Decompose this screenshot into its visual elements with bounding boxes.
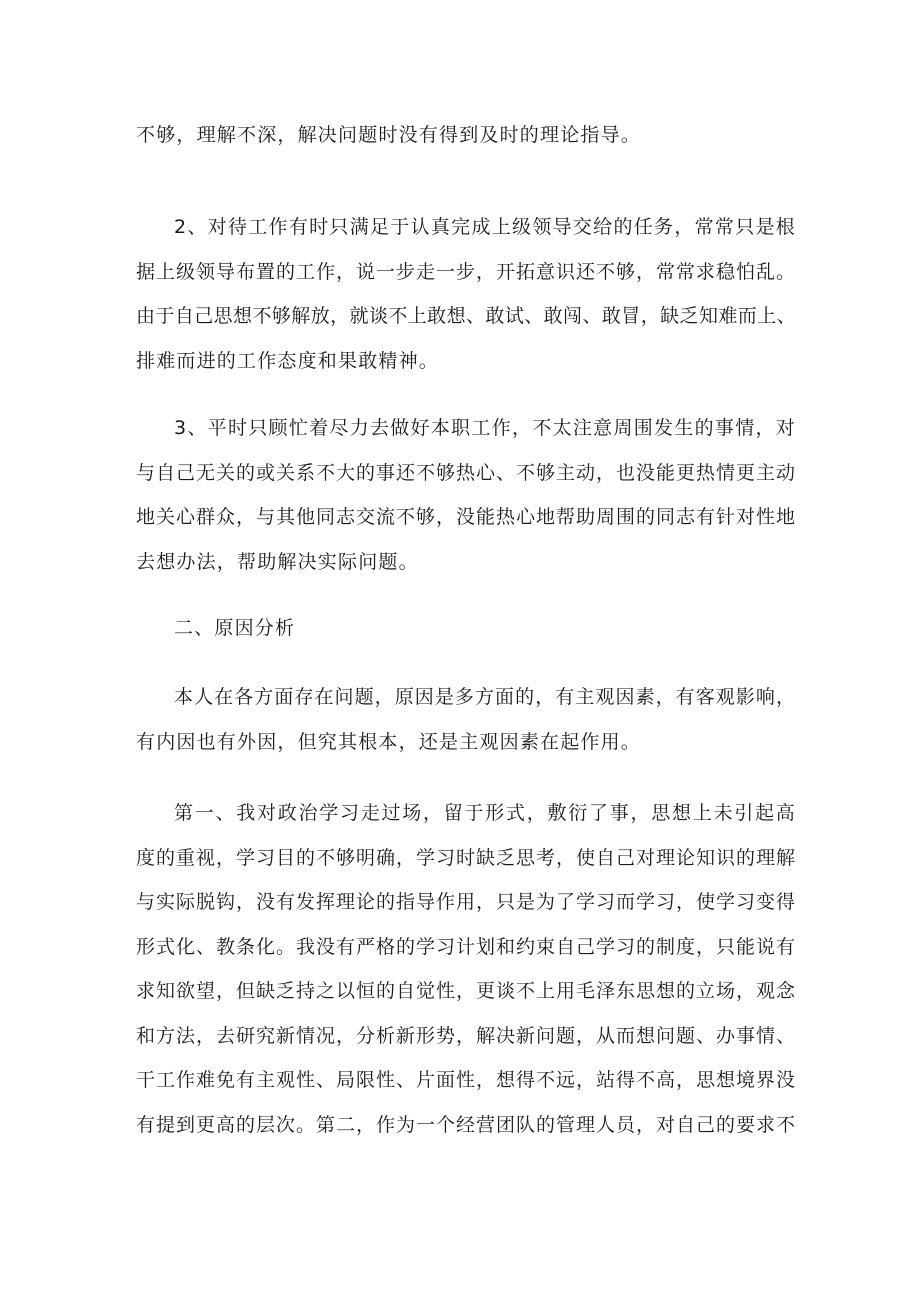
- text-line: 干工作难免有主观性、局限性、片面性，想得不远，站得不高，思想境界没: [136, 1069, 796, 1091]
- text-line: 由于自己思想不够解放，就谈不上敢想、敢试、敢闯、敢冒，缺乏知难而上、: [136, 305, 796, 327]
- text-line: 排难而进的工作态度和果敢精神。: [136, 349, 440, 372]
- text-line: 求知欲望，但缺乏持之以恒的自觉性，更谈不上用毛泽东思想的立场，观念: [136, 980, 796, 1002]
- text-line: 度的重视，学习目的不够明确，学习时缺乏思考，使自己对理论知识的理解: [136, 846, 796, 869]
- paragraph-cause-intro: [136, 675, 796, 764]
- text-line: 和方法，去研究新情况，分析新形势，解决新问题，从而想问题、办事情、: [136, 1024, 796, 1047]
- text-line: 有提到更高的层次。第二，作为一个经营团队的管理人员，对自己的要求不: [136, 1113, 796, 1136]
- text-line: 有内因也有外因，但究其根本，还是主观因素在起作用。: [136, 730, 642, 753]
- text-line: 形式化、教条化。我没有严格的学习计划和约束自己学习的制度，只能说有: [136, 935, 796, 958]
- paragraph-cause-first: [136, 791, 796, 1147]
- text-line: 去想办法，帮助解决实际问题。: [136, 550, 419, 573]
- text-line: 地关心群众，与其他同志交流不够，没能热心地帮助周围的同志有针对性地: [136, 506, 796, 528]
- text-line: 与自己无关的或关系不大的事还不够热心、不够主动，也没能更热情更主动: [136, 461, 796, 484]
- paragraph-item-2: [136, 205, 796, 383]
- text-line: 第一、我对政治学习走过场，留于形式，敷衍了事，思想上未引起高: [174, 802, 796, 824]
- text-line: 3、平时只顾忙着尽力去做好本职工作，不太注意周围发生的事情，对: [174, 417, 796, 439]
- text-line: 据上级领导布置的工作，说一步走一步，开拓意识还不够，常常求稳怕乱。: [136, 260, 796, 283]
- text-line: 不够，理解不深，解决问题时没有得到及时的理论指导。: [136, 124, 642, 146]
- paragraph-continuation: [136, 113, 796, 158]
- text-line: 本人在各方面存在问题，原因是多方面的，有主观因素，有客观影响，: [174, 686, 796, 708]
- heading-text: 二、原因分析: [174, 617, 296, 639]
- paragraph-item-3: [136, 406, 796, 584]
- text-line: 与实际脱钩，没有发挥理论的指导作用，只是为了学习而学习，使学习变得: [136, 891, 796, 913]
- section-heading: [136, 606, 796, 651]
- text-line: 2、对待工作有时只满足于认真完成上级领导交给的任务，常常只是根: [174, 216, 796, 238]
